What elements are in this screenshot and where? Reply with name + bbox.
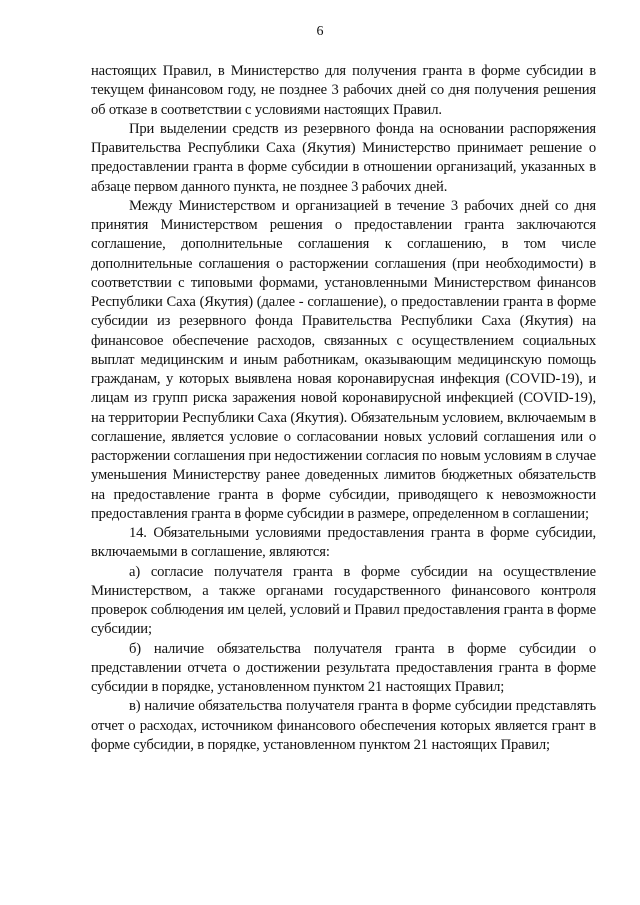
document-body <box>91 62 596 755</box>
paragraph-subitem-a: а) согласие получателя гранта в форме субсидии на осуществление Министерством, а также органами государственного финансового контроля проверок соблюдения им целей, условий и Правил предоставления гранта в форме субсидии; <box>91 563 596 638</box>
paragraph-item-14: 14. Обязательными условиями предоставления гранта в форме субсидии, включаемыми в соглашение, являются: <box>91 525 596 561</box>
paragraph-agreement: Между Министерством и организацией в течение 3 рабочих дней со дня принятия Министерством решения о предоставлении гранта заключаются соглашение, дополнительные соглашения к соглашению, в том числе дополнительные соглашения о расторжении соглашения (при необходимости) в соответствии с типовыми формами, установленными Министерством финансов Республики Саха (Якутия) (далее - соглашение), о предоставлении гранта в форме субсидии из резервного фонда Правительства Республики Саха (Якутия) на финансовое обеспечение расходов, связанных с осуществлением социальных выплат медицинским и иным работникам, оказывающим медицинскую помощь гражданам, у которых выявлена новая коронавирусная инфекция (COVID-19), и лицам из групп риска заражения новой коронавирусной инфекцией (COVID-19), на территории Республики Саха (Якутия). Обязательным условием, включаемым в соглашение, является условие о согласовании новых условий соглашения или о расторжении соглашения при недостижении согласия по новым условиям в случае уменьшения Министерству ранее доведенных лимитов бюджетных обязательств на предоставление гранта в форме субсидии, приводящего к невозможности предоставления гранта в форме субсидии в размере, определенном в соглашении; <box>91 197 596 522</box>
paragraph-subitem-v: в) наличие обязательства получателя гранта в форме субсидии представлять отчет о расходах, источником финансового обеспечения которых является грант в форме субсидии, в порядке, установленном пунктом 21 настоящих Правил; <box>91 698 596 753</box>
paragraph-reserve-fund: При выделении средств из резервного фонда на основании распоряжения Правительства Республики Саха (Якутия) Министерство принимает решение о предоставлении гранта в форме субсидии в отношении организаций, указанных в абзаце первом данного пункта, не позднее 3 рабочих дней. <box>91 120 596 195</box>
page-number: 6 <box>316 24 324 39</box>
paragraph-continuation: настоящих Правил, в Министерство для получения гранта в форме субсидии в текущем финансовом году, не позднее 3 рабочих дней со дня получения решения об отказе в соответствии с условиями настоящих Правил. <box>91 63 596 118</box>
paragraph-subitem-b: б) наличие обязательства получателя гранта в форме субсидии о представлении отчета о достижении результата предоставления гранта в форме субсидии в порядке, установленном пунктом 21 настоящих Правил; <box>91 640 596 695</box>
